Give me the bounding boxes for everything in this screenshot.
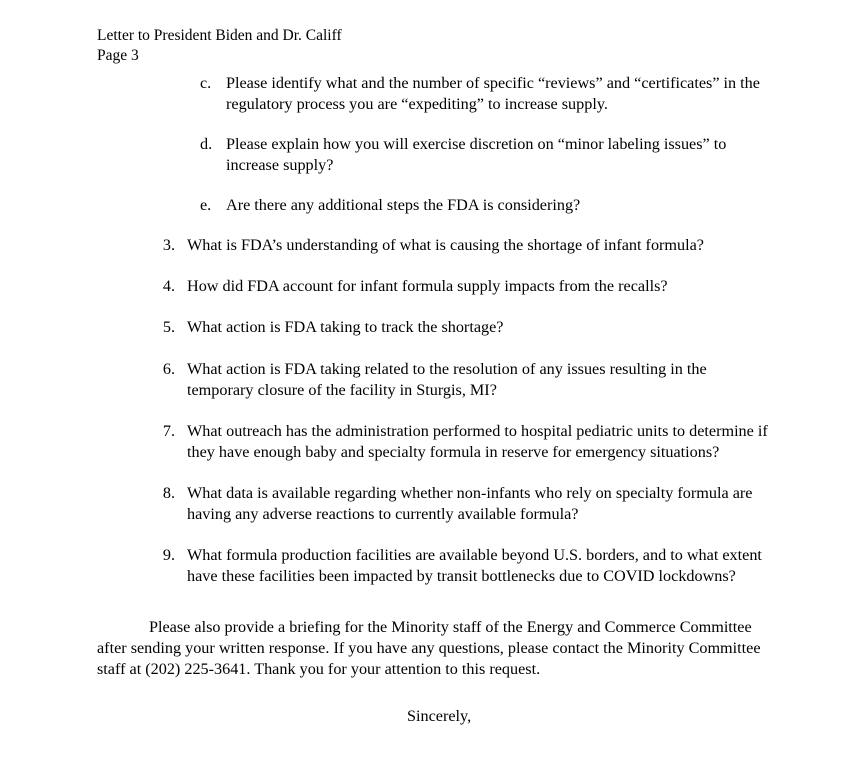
list-item: [149, 421, 769, 463]
list-item-text: How did FDA account for infant formula supply impacts from the recalls?: [187, 277, 668, 296]
list-item: [200, 134, 765, 176]
list-item-marker: 8.: [162, 483, 175, 502]
list-item-marker: 4.: [162, 277, 175, 296]
list-item-marker: 9.: [162, 545, 175, 564]
document-body: [97, 73, 797, 727]
list-item: [149, 235, 769, 256]
list-item: [149, 317, 769, 338]
closing-paragraph: Please also provide a briefing for the Minority staff of the Energy and Commerce Committee after sending your written response. If you have any questions, please contact the Minority Committee staff at (202) 225-3641. Thank you for your attention to this request.: [97, 618, 761, 679]
list-item-marker: c.: [200, 74, 212, 92]
list-item-text: Are there any additional steps the FDA is considering?: [226, 196, 581, 215]
list-item-text: What action is FDA taking related to the resolution of any issues resulting in the temporary closure of the facility in Sturgis, MI?: [187, 359, 707, 399]
list-item-text: What is FDA’s understanding of what is causing the shortage of infant formula?: [187, 236, 704, 255]
list-item-text: What outreach has the administration performed to hospital pediatric units to determine if they have enough baby and specialty formula in reserve for emergency situations?: [187, 421, 768, 461]
list-item-text: What action is FDA taking to track the shortage?: [187, 318, 504, 337]
list-item: [149, 359, 769, 401]
list-item-marker: 3.: [162, 236, 175, 255]
list-item-marker: e.: [200, 196, 212, 215]
list-item: [149, 276, 769, 297]
list-item-text: What data is available regarding whether non-infants who rely on specialty formula are having any adverse reactions to currently available formula?: [187, 483, 753, 523]
list-item-marker: 6.: [162, 359, 175, 378]
list-item: [200, 73, 765, 115]
list-item-text: Please identify what and the number of specific “reviews” and “certificates” in the regulatory process you are “expediting” to increase supply.: [226, 74, 760, 114]
page-header: [97, 26, 342, 66]
list-item-marker: 5.: [162, 318, 175, 337]
header-line-letter-title: Letter to President Biden and Dr. Califf: [97, 27, 342, 44]
list-item: [149, 483, 769, 525]
list-item-text: What formula production facilities are available beyond U.S. borders, and to what extent have these facilities been impacted by transit bottlenecks due to COVID lockdowns?: [187, 545, 762, 585]
signoff-text: Sincerely,: [407, 707, 472, 726]
list-item: [200, 195, 765, 216]
list-item-marker: d.: [200, 135, 213, 154]
list-item-text: Please explain how you will exercise discretion on “minor labeling issues” to increase supply?: [226, 135, 727, 175]
list-item-marker: 7.: [162, 421, 175, 440]
list-item: [149, 545, 769, 587]
header-line-page-number: Page 3: [97, 46, 139, 64]
